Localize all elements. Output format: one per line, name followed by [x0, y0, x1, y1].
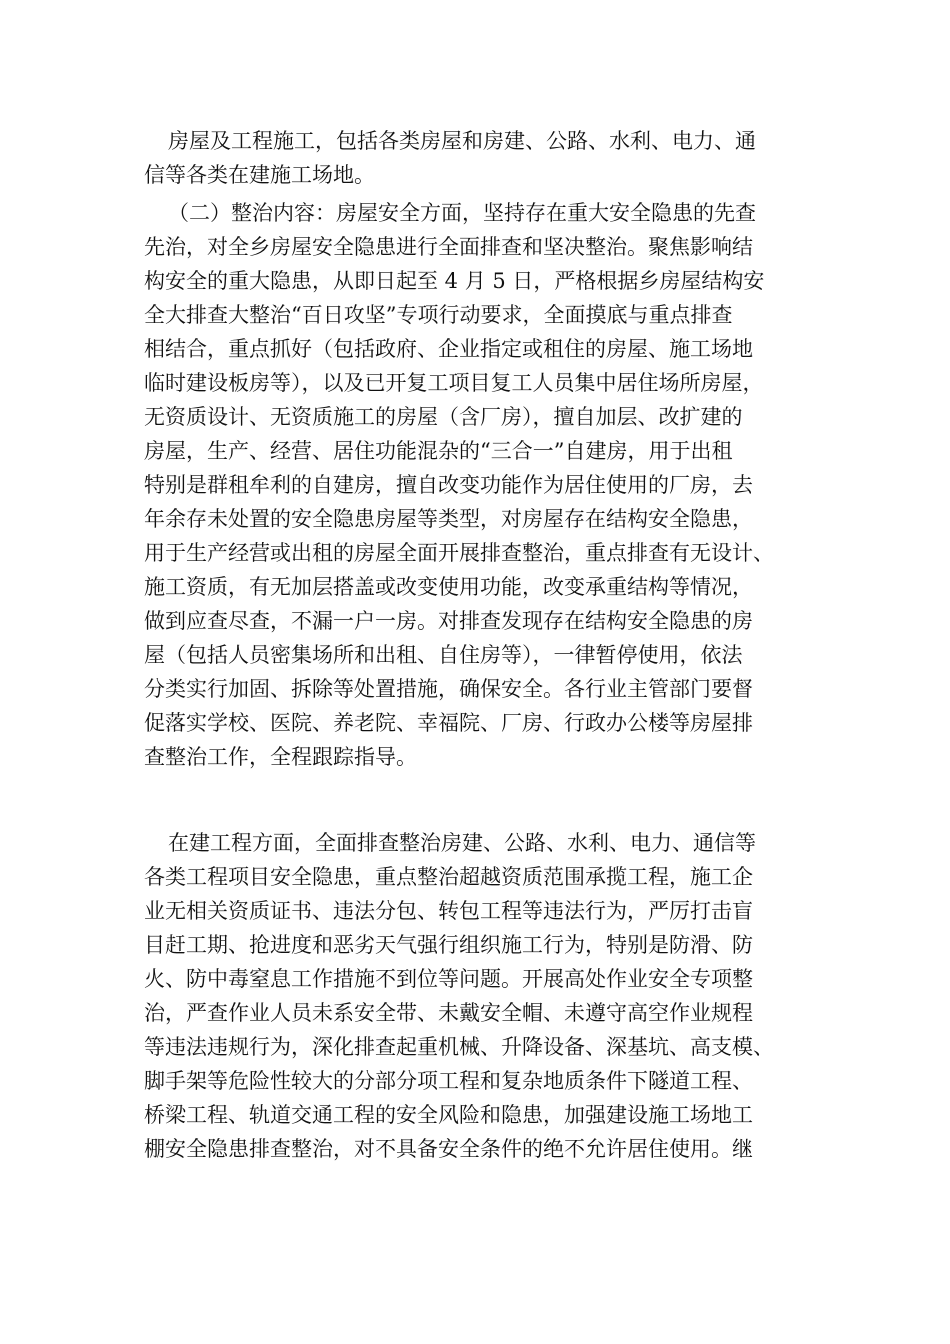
text-line: 在建工程方面，全面排查整治房建、公路、水利、电力、通信等: [168, 831, 756, 855]
text-line: 先治，对全乡房屋安全隐患进行全面排查和坚决整治。聚焦影响结: [144, 235, 753, 259]
text-line: （二）整治内容：房屋安全方面，坚持存在重大安全隐患的先查: [168, 201, 756, 225]
text-line: 分类实行加固、拆除等处置措施，确保安全。各行业主管部门要督: [144, 677, 753, 701]
text-line: 促落实学校、医院、养老院、幸福院、厂房、行政办公楼等房屋排: [144, 711, 753, 735]
text-line: 全大排查大整治“百日攻坚”专项行动要求，全面摸底与重点排查: [144, 303, 733, 327]
text-line: 业无相关资质证书、违法分包、转包工程等违法行为，严厉打击盲: [144, 899, 753, 923]
text-line: 施工资质，有无加层搭盖或改变使用功能，改变承重结构等情况，: [144, 575, 753, 599]
text-line: 信等各类在建施工场地。: [144, 163, 375, 187]
text-line: 脚手架等危险性较大的分部分项工程和复杂地质条件下隧道工程、: [144, 1069, 753, 1093]
paragraph-construction-content: [144, 826, 834, 1166]
text-line: 相结合，重点抓好（包括政府、企业指定或租住的房屋、施工场地: [144, 337, 753, 361]
text-line: 无资质设计、无资质施工的房屋（含厂房），擅自加层、改扩建的: [144, 405, 743, 429]
text-line: 治，严查作业人员未系安全带、未戴安全帽、未遵守高空作业规程: [144, 1001, 753, 1025]
text-line: 做到应查尽查，不漏一户一房。对排查发现存在结构安全隐患的房: [144, 609, 753, 633]
text-line: 年余存未处置的安全隐患房屋等类型，对房屋存在结构安全隐患，: [144, 507, 753, 531]
text-line: 特别是群租牟利的自建房，擅自改变功能作为居住使用的厂房，去: [144, 473, 753, 497]
text-line: 用于生产经营或出租的房屋全面开展排查整治，重点排查有无设计、: [144, 541, 774, 565]
text-line: 房屋及工程施工，包括各类房屋和房建、公路、水利、电力、通: [168, 129, 756, 153]
text-line: 等违法违规行为，深化排查起重机械、升降设备、深基坑、高支模、: [144, 1035, 774, 1059]
paragraph-housing-content: [144, 196, 834, 774]
text-line: 屋（包括人员密集场所和出租、自住房等），一律暂停使用，依法: [144, 643, 743, 667]
text-line: 临时建设板房等），以及已开复工项目复工人员集中居住场所房屋，: [144, 371, 764, 395]
text-line: 火、防中毒窒息工作措施不到位等问题。开展高处作业安全专项整: [144, 967, 753, 991]
text-line: 各类工程项目安全隐患，重点整治超越资质范围承揽工程，施工企: [144, 865, 753, 889]
text-line: 棚安全隐患排查整治，对不具备安全条件的绝不允许居住使用。继: [144, 1137, 753, 1161]
paragraph-scope: [144, 124, 834, 192]
text-line: 查整治工作，全程跟踪指导。: [144, 745, 417, 769]
text-line: 构安全的重大隐患，从即日起至 4 月 5 日，严格根据乡房屋结构安: [144, 269, 765, 293]
text-line: 目赶工期、抢进度和恶劣天气强行组织施工行为，特别是防滑、防: [144, 933, 753, 957]
text-line: 房屋，生产、经营、居住功能混杂的“三合一”自建房，用于出租: [144, 439, 733, 463]
text-line: 桥梁工程、轨道交通工程的安全风险和隐患，加强建设施工场地工: [144, 1103, 753, 1127]
